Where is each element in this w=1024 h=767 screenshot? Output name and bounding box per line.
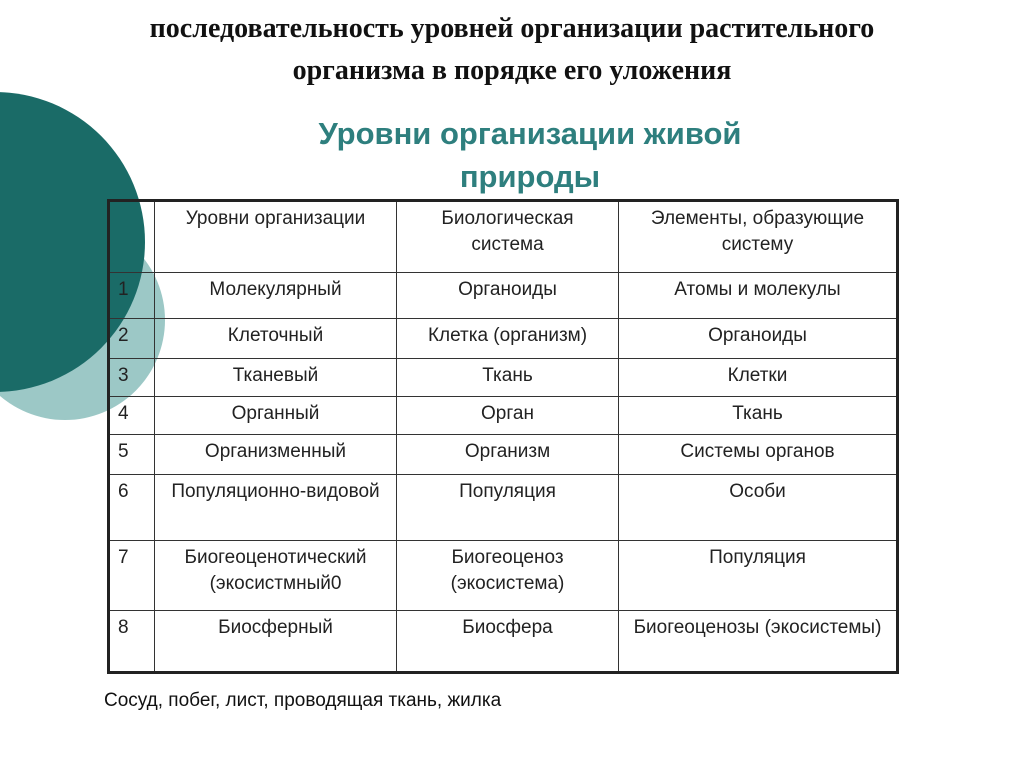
row-level: Биосферный (155, 611, 397, 673)
row-level: Молекулярный (155, 273, 397, 319)
row-elements: Клетки (619, 359, 898, 397)
table-header-row (109, 201, 898, 273)
table-row (109, 273, 898, 319)
header-elements: Элементы, образующие систему (619, 201, 898, 273)
row-level: Органный (155, 397, 397, 435)
row-system: Биогеоценоз (экосистема) (397, 541, 619, 611)
header-level: Уровни организации (155, 201, 397, 273)
row-elements: Атомы и молекулы (619, 273, 898, 319)
row-level: Организменный (155, 435, 397, 475)
row-system: Органоиды (397, 273, 619, 319)
row-system: Организм (397, 435, 619, 475)
page-title (30, 8, 994, 92)
table-row (109, 541, 898, 611)
footer-text: Сосуд, побег, лист, проводящая ткань, жилка (104, 690, 502, 711)
row-number: 6 (109, 475, 155, 541)
row-level: Популяционно-видовой (155, 475, 397, 541)
title-line-2: организма в порядке его уложения (292, 55, 732, 86)
row-number: 8 (109, 611, 155, 673)
title-line-1: последовательность уровней организации растительного (149, 13, 875, 44)
row-elements: Ткань (619, 397, 898, 435)
row-number: 7 (109, 541, 155, 611)
row-elements: Органоиды (619, 319, 898, 359)
table-row (109, 435, 898, 475)
table-row (109, 611, 898, 673)
subtitle-line-2: природы (459, 159, 601, 194)
levels-table (107, 199, 899, 674)
table-row (109, 475, 898, 541)
row-system: Клетка (организм) (397, 319, 619, 359)
row-elements: Особи (619, 475, 898, 541)
row-elements: Популяция (619, 541, 898, 611)
row-number: 1 (109, 273, 155, 319)
header-number (109, 201, 155, 273)
row-system: Биосфера (397, 611, 619, 673)
row-number: 4 (109, 397, 155, 435)
row-elements: Биогеоценозы (экосистемы) (619, 611, 898, 673)
row-level: Биогеоценотический (экосистмный0 (155, 541, 397, 611)
table-row (109, 397, 898, 435)
row-elements: Системы органов (619, 435, 898, 475)
row-level: Клеточный (155, 319, 397, 359)
table-row (109, 319, 898, 359)
header-system: Биологическая система (397, 201, 619, 273)
row-system: Ткань (397, 359, 619, 397)
subtitle-line-1: Уровни организации живой (318, 116, 742, 151)
table-row (109, 359, 898, 397)
row-level: Тканевый (155, 359, 397, 397)
row-system: Орган (397, 397, 619, 435)
row-system: Популяция (397, 475, 619, 541)
slide-subtitle (250, 112, 810, 198)
row-number: 3 (109, 359, 155, 397)
row-number: 2 (109, 319, 155, 359)
row-number: 5 (109, 435, 155, 475)
